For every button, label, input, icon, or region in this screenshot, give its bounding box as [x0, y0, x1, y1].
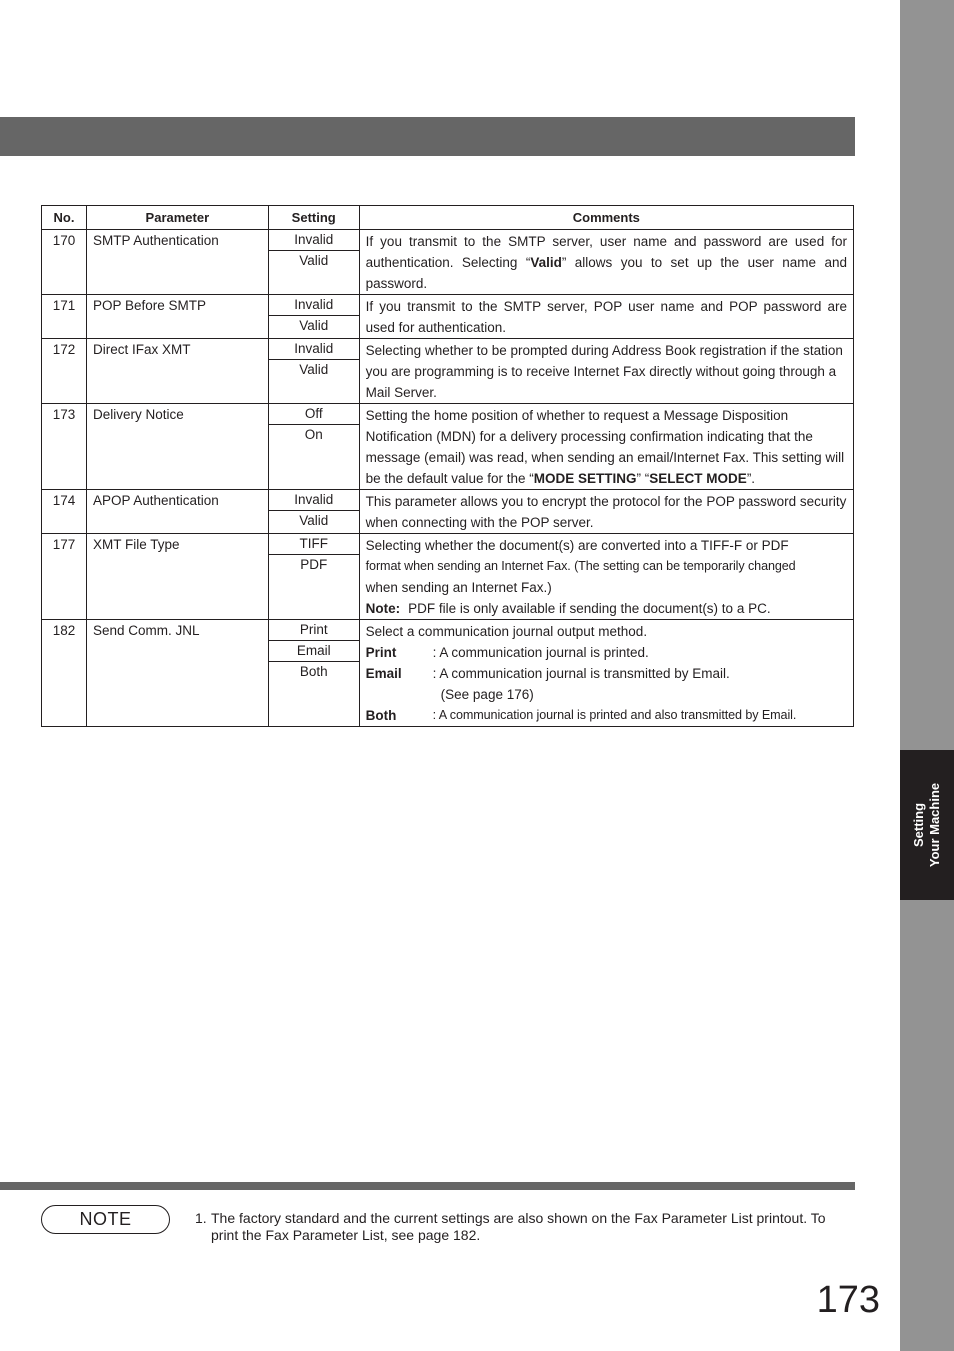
section-tab-line2: Your Machine [927, 782, 942, 868]
comment-option-value: : A communication journal is printed and also transmitted by Email. [432, 708, 797, 722]
row-parameter: POP Before SMTP [86, 295, 268, 339]
row-comment [359, 620, 853, 727]
comment-text: If you transmit to the SMTP server, POP user name and POP password are used for authentication. [365, 299, 847, 335]
row-comment [359, 404, 853, 490]
row-comment [359, 295, 853, 339]
row-setting: Valid [268, 251, 359, 295]
comment-text: ”. [746, 471, 756, 486]
page-number: 173 [816, 1279, 880, 1321]
section-tab-label [911, 783, 943, 867]
table-row [42, 339, 854, 360]
comment-text: This parameter allows you to encrypt the protocol for the POP password security when connecting with the POP server. [365, 494, 847, 530]
row-number: 177 [42, 534, 87, 620]
comment-text: If you transmit to the SMTP server, user name and password are used for authentication. Selecting “ [365, 234, 847, 270]
comment-option [366, 663, 847, 684]
comment-text: when sending an Internet Fax.) [365, 580, 552, 595]
row-comment [359, 534, 853, 620]
note-item-text: The factory standard and the current settings are also shown on the Fax Parameter List printout. To [211, 1210, 826, 1226]
row-setting: Off [268, 404, 359, 425]
table-header-row [42, 206, 854, 230]
side-strip [900, 0, 954, 1351]
comment-bold: Valid [530, 255, 562, 270]
row-parameter: Delivery Notice [86, 404, 268, 490]
header-comments: Comments [359, 206, 853, 230]
comment-text: ” allows you to set up the user name and password. [365, 255, 847, 291]
row-setting: Both [268, 662, 359, 727]
comment-note-text: PDF file is only available if sending the document(s) to a PC. [408, 601, 771, 616]
row-setting: Email [268, 641, 359, 662]
note-label: NOTE [41, 1205, 170, 1234]
comment-option-key: Print [365, 645, 397, 660]
row-parameter: SMTP Authentication [86, 230, 268, 295]
row-comment [359, 339, 853, 404]
comment-text: ” “ [636, 471, 650, 486]
comment-note [366, 598, 847, 619]
comment-text: format when sending an Internet Fax. (The setting can be temporarily changed [365, 559, 796, 573]
section-tab-line1: Setting [911, 802, 926, 848]
row-setting: Invalid [268, 295, 359, 316]
footer-band [0, 1182, 855, 1190]
comment-option-value: : A communication journal is transmitted by Email. [432, 666, 730, 681]
parameter-table [41, 205, 854, 727]
row-setting: PDF [268, 555, 359, 620]
comment-note-label: Note: [365, 601, 401, 616]
comment-text: Selecting whether to be prompted during Address Book registration if the station you are programming is to receive Internet Fax directly without going through a Mail Server. [365, 343, 843, 400]
row-setting: Print [268, 620, 359, 641]
comment-see-page: (See page 176) [440, 687, 534, 702]
row-parameter: APOP Authentication [86, 490, 268, 534]
comment-option-value: : A communication journal is printed. [432, 645, 649, 660]
comment-text: Selecting whether the document(s) are converted into a TIFF-F or PDF [365, 538, 789, 553]
row-parameter: Send Comm. JNL [86, 620, 268, 727]
row-number: 182 [42, 620, 87, 727]
comment-text: Setting the home position of whether to request a Message Disposition Notification (MDN) for a delivery processing confirmation indicating that the message (email) was read, when sending an email/Internet Fax. This setting will be the default value for the “ [365, 408, 845, 486]
row-setting: Invalid [268, 490, 359, 511]
row-setting: TIFF [268, 534, 359, 555]
header-band [0, 117, 855, 156]
row-number: 172 [42, 339, 87, 404]
row-comment [359, 490, 853, 534]
note-item-number: 1. [195, 1210, 207, 1226]
header-parameter: Parameter [86, 206, 268, 230]
row-setting: Valid [268, 511, 359, 534]
table-row [42, 490, 854, 511]
comment-bold: MODE SETTING [533, 471, 637, 486]
row-number: 171 [42, 295, 87, 339]
row-number: 174 [42, 490, 87, 534]
comment-bold: SELECT MODE [649, 471, 747, 486]
comment-option [366, 642, 847, 663]
section-tab [900, 750, 954, 900]
table-row [42, 404, 854, 425]
header-no: No. [42, 206, 87, 230]
row-setting: Invalid [268, 339, 359, 360]
table-row [42, 620, 854, 641]
table-row [42, 534, 854, 555]
note-item-text: print the Fax Parameter List, see page 182. [211, 1227, 481, 1243]
row-setting: Valid [268, 316, 359, 339]
comment-text: Select a communication journal output method. [365, 624, 648, 639]
comment-option-key: Email [365, 666, 402, 681]
table-row [42, 295, 854, 316]
row-number: 170 [42, 230, 87, 295]
row-parameter: XMT File Type [86, 534, 268, 620]
header-setting: Setting [268, 206, 359, 230]
comment-option [366, 705, 847, 726]
comment-option-key: Both [365, 708, 397, 723]
table-row [42, 230, 854, 251]
row-number: 173 [42, 404, 87, 490]
row-setting: Invalid [268, 230, 359, 251]
row-setting: Valid [268, 360, 359, 404]
note-item [195, 1210, 855, 1244]
row-setting: On [268, 425, 359, 490]
row-comment [359, 230, 853, 295]
row-parameter: Direct IFax XMT [86, 339, 268, 404]
